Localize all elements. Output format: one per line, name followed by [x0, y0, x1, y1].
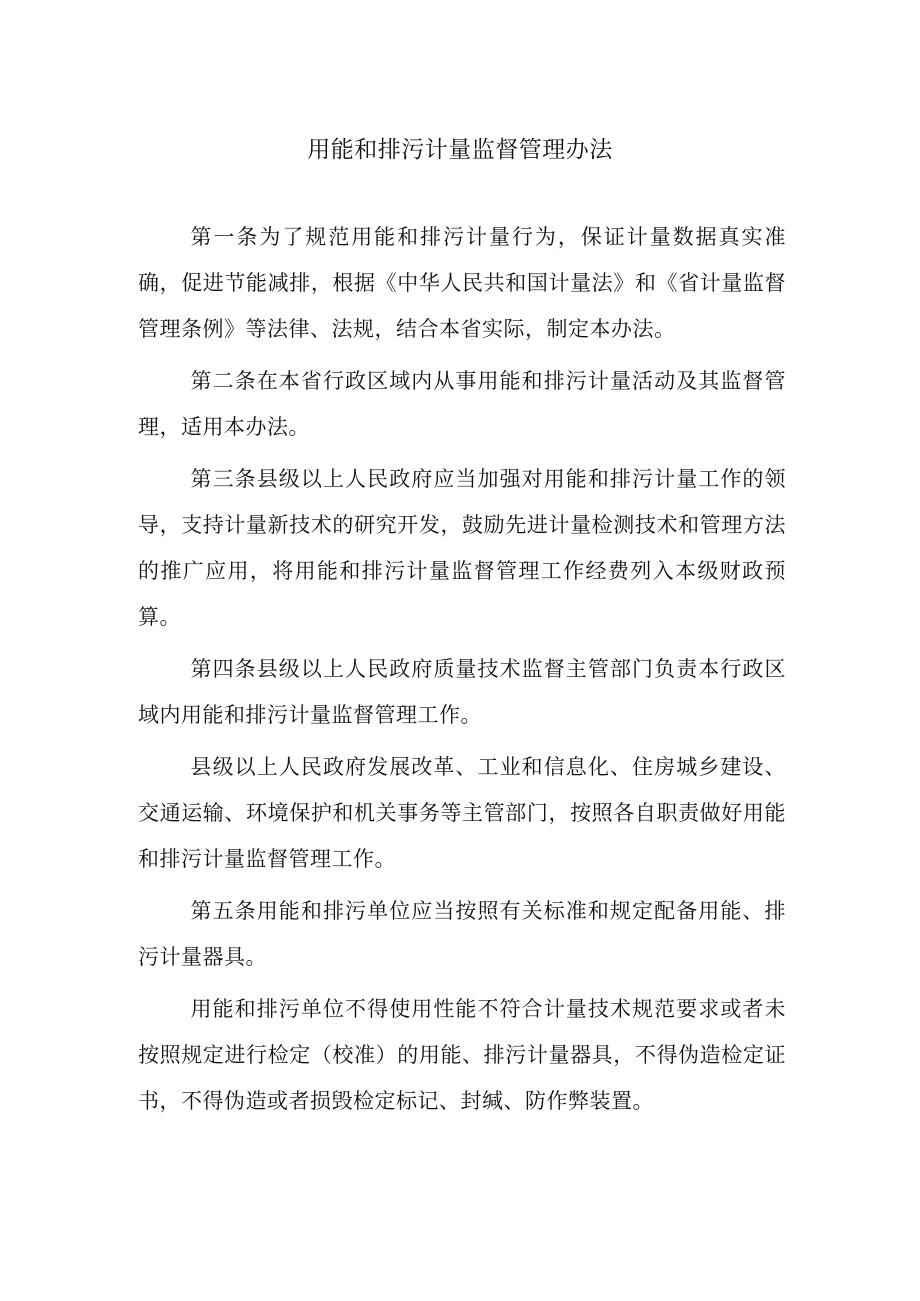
- article-3-paragraph: 第三条县级以上人民政府应当加强对用能和排污计量工作的领导，支持计量新技术的研究开发，鼓励先进计量检测技术和管理方法的推广应用，将用能和排污计量监督管理工作经费列入本级财政预算。: [138, 467, 786, 629]
- article-5-clause-2-paragraph: 用能和排污单位不得使用性能不符合计量技术规范要求或者未按照规定进行检定（校准）的用能、排污计量器具，不得伪造检定证书，不得伪造或者损毁检定标记、封缄、防作弊装置。: [138, 997, 786, 1113]
- document-body: [138, 214, 786, 1130]
- article-4-clause-2-paragraph: 县级以上人民政府发展改革、工业和信息化、住房城乡建设、交通运输、环境保护和机关事务等主管部门，按照各自职责做好用能和排污计量监督管理工作。: [138, 755, 786, 871]
- article-4-paragraph: 第四条县级以上人民政府质量技术监督主管部门负责本行政区域内用能和排污计量监督管理工作。: [138, 657, 786, 727]
- article-5-paragraph: 第五条用能和排污单位应当按照有关标准和规定配备用能、排污计量器具。: [138, 899, 786, 969]
- article-1-paragraph: 第一条为了规范用能和排污计量行为，保证计量数据真实准确，促进节能减排，根据《中华人民共和国计量法》和《省计量监督管理条例》等法律、法规，结合本省实际，制定本办法。: [138, 225, 786, 341]
- article-2-paragraph: 第二条在本省行政区域内从事用能和排污计量活动及其监督管理，适用本办法。: [138, 369, 786, 439]
- document-title: 用能和排污计量监督管理办法: [307, 137, 613, 163]
